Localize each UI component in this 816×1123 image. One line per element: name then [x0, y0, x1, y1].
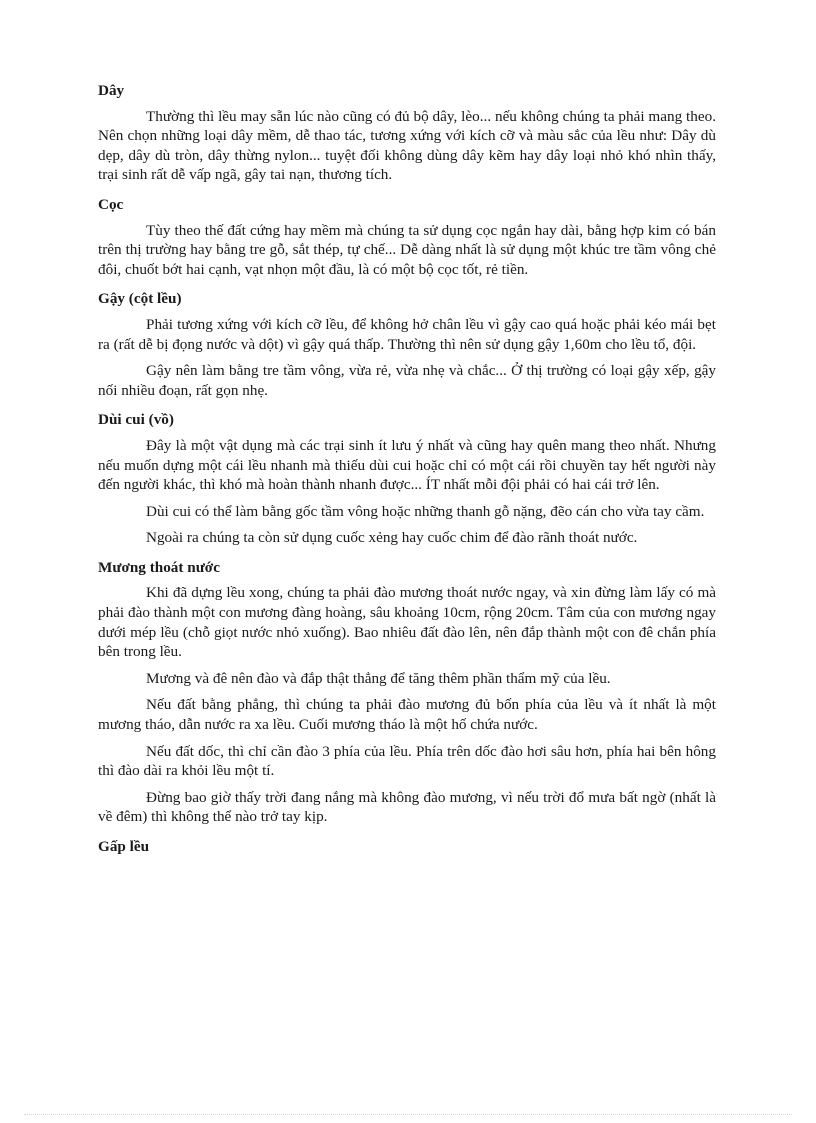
body-paragraph: Ngoài ra chúng ta còn sử dụng cuốc xẻng hay cuốc chim để đào rãnh thoát nước. — [146, 529, 638, 547]
body-paragraph: Tùy theo thế đất cứng hay mềm mà chúng ta sử dụng cọc ngắn hay dài, bằng hợp kim có bán trên thị trường hay bằng tre gỗ, sắt thép, tự chế... Dễ dàng nhất là sử dụng một khúc tre tầm vông chẻ đôi, chuốt bớt hai cạnh, vạt nhọn một đầu, là có một bộ cọc tốt, rẻ tiền. — [98, 221, 716, 278]
section — [98, 407, 716, 548]
body-paragraph: Đừng bao giờ thấy trời đang nắng mà không đào mương, vì nếu trời đổ mưa bất ngờ (nhất là về đêm) thì không thể nào trở tay kịp. — [98, 788, 716, 826]
body-paragraph: Phải tương xứng với kích cỡ lều, để không hở chân lều vì gậy cao quá hoặc phải kéo mái bẹt ra (rất dễ bị đọng nước và dột) vì gậy quá thấp. Thường thì nên sử dụng gậy 1,60m cho lều tổ, đội. — [98, 315, 716, 353]
body-paragraph: Mương và đê nên đào và đắp thật thẳng để tăng thêm phần thẩm mỹ của lều. — [146, 669, 611, 687]
document-page — [98, 78, 716, 863]
body-paragraph: Đây là một vật dụng mà các trại sinh ít lưu ý nhất và cũng hay quên mang theo nhất. Nhưng nếu muốn dựng một cái lều nhanh mà thiếu dùi cui hoặc chỉ có một cái rồi chuyền tay hết người này đến người khác, thì khó mà hoàn thành nhanh được... ÍT nhất mỗi đội phải có hai cái trở lên. — [98, 436, 716, 494]
page-bottom-divider — [24, 1114, 792, 1115]
body-paragraph: Gậy nên làm bằng tre tầm vông, vừa rẻ, vừa nhẹ và chắc... Ở thị trường có loại gậy xếp, gậy nối nhiều đoạn, rất gọn nhẹ. — [98, 362, 716, 399]
body-paragraph: Nếu đất bằng phẳng, thì chúng ta phải đào mương đủ bốn phía của lều và ít nhất là một mương tháo, dẫn nước ra xa lều. Cuối mương tháo là một hố chứa nước. — [98, 696, 716, 734]
section-heading: Dùi cui (vồ) — [98, 411, 174, 429]
section — [98, 192, 716, 279]
section — [98, 78, 716, 185]
section-heading: Cọc — [98, 195, 124, 213]
section — [98, 834, 716, 857]
section-heading: Mương thoát nước — [98, 558, 220, 576]
body-paragraph: Dùi cui có thể làm bằng gốc tầm vông hoặc những thanh gỗ nặng, đẽo cán cho vừa tay cầm. — [146, 502, 705, 520]
section-heading: Dây — [98, 82, 125, 99]
section-heading: Gậy (cột lều) — [98, 290, 182, 308]
section — [98, 555, 716, 827]
body-paragraph: Nếu đất dốc, thì chỉ cần đào 3 phía của lều. Phía trên dốc đào hơi sâu hơn, phía hai bên hông thì đào dài ra khỏi lều một tí. — [98, 742, 716, 780]
body-paragraph: Thường thì lều may sẵn lúc nào cũng có đủ bộ dây, lèo... nếu không chúng ta phải mang theo. Nên chọn những loại dây mềm, dễ thao tác, tương xứng với kích cỡ và màu sắc của lều như: Dây dù dẹp, dây dù tròn, dây thừng nylon... tuyệt đối không dùng dây kẽm hay dây loại nhỏ khó nhìn thấy, trại sinh rất dễ vấp ngã, gây tai nạn, thương tích. — [98, 107, 716, 184]
section-heading: Gấp lều — [98, 838, 150, 855]
body-paragraph: Khi đã dựng lều xong, chúng ta phải đào mương thoát nước ngay, và xin đừng làm lấy có mà phải đào thành một con mương đàng hoàng, sâu khoảng 10cm, rộng 20cm. Tâm của con mương ngay dưới mép lều (chỗ giọt nước nhỏ xuống). Bao nhiêu đất đào lên, nên đắp thành một con đê chắn phía bên trong lều. — [98, 584, 716, 661]
section — [98, 286, 716, 400]
